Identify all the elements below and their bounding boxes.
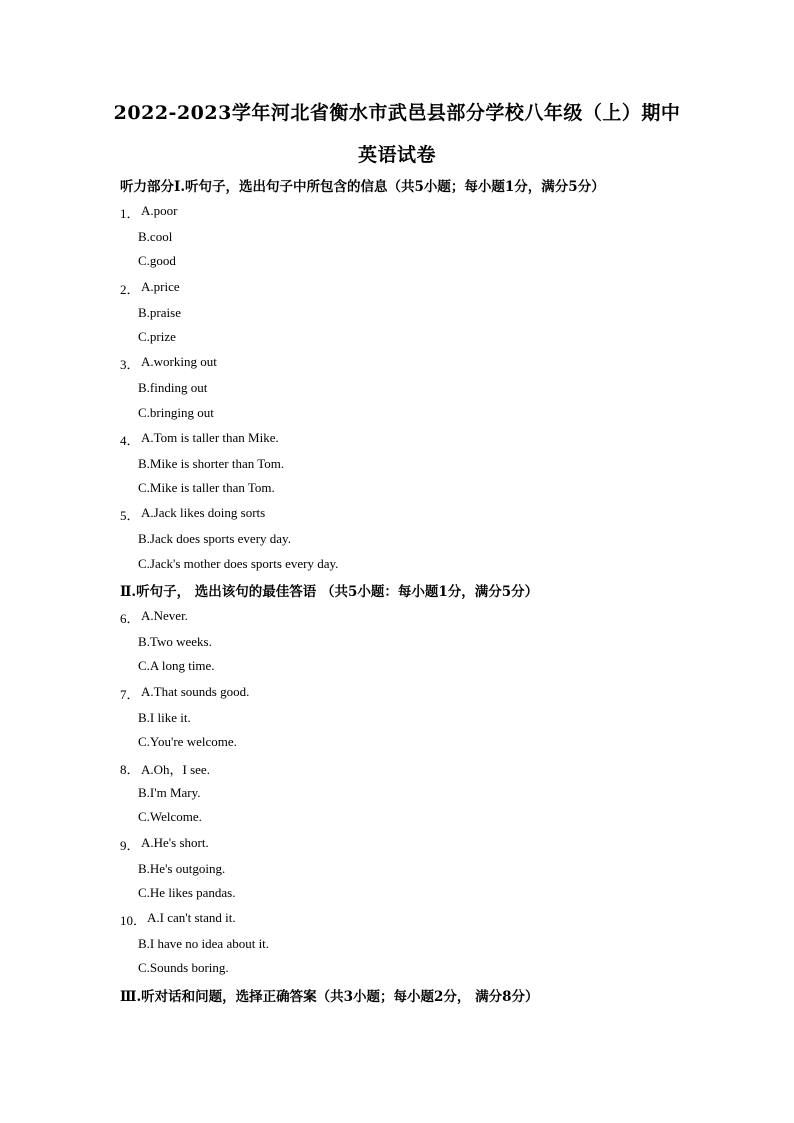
question-10-option-c: C.Sounds boring.: [138, 960, 229, 975]
page-title-line1: 2022-2023学年河北省衡水市武邑县部分学校八年级（上）期中: [113, 102, 681, 124]
question-1-number: 1．: [120, 206, 140, 221]
question-6-option-b: B.Two weeks.: [138, 634, 212, 649]
question-3-option-c: C.bringing out: [138, 405, 214, 420]
question-4-option-c: C.Mike is taller than Tom.: [138, 480, 275, 495]
question-5-option-a: A.Jack likes doing sorts: [141, 505, 266, 520]
question-10-option-b: B.I have no idea about it.: [138, 936, 270, 951]
question-8-number: 8．: [120, 762, 140, 777]
question-2-option-c: C.prize: [138, 329, 176, 344]
question-9-option-b: B.He's outgoing.: [138, 861, 226, 876]
page-title-line2: 英语试卷: [357, 144, 436, 166]
question-7-option-b: B.I like it.: [138, 710, 191, 725]
question-1-option-a: A.poor: [141, 203, 178, 218]
question-6-option-a: A.Never.: [141, 608, 188, 623]
question-2-option-a: A.price: [141, 279, 180, 294]
section-heading-1: 听力部分Ⅰ.听句子，选出句子中所包含的信息（共5小题；每小题1分，满分5分）: [120, 179, 605, 195]
question-7-option-c: C.You're welcome.: [138, 734, 237, 749]
section-heading-2: Ⅱ.听句子， 选出该句的最佳答语 （共5小题：每小题1分，满分5分）: [120, 584, 539, 600]
question-9-option-a: A.He's short.: [141, 835, 209, 850]
question-6-option-c: C.A long time.: [138, 658, 215, 673]
question-9-number: 9．: [120, 838, 140, 853]
question-3-number: 3．: [120, 357, 140, 372]
question-1-option-c: C.good: [138, 253, 176, 268]
question-8-option-b: B.I'm Mary.: [138, 785, 201, 800]
question-3-option-b: B.finding out: [138, 380, 208, 395]
question-10-number: 10．: [120, 913, 147, 928]
question-5-number: 5．: [120, 508, 140, 523]
question-8-option-c: C.Welcome.: [138, 809, 202, 824]
question-3-option-a: A.working out: [141, 354, 217, 369]
question-2-number: 2．: [120, 282, 140, 297]
question-5-option-c: C.Jack's mother does sports every day.: [138, 556, 339, 571]
question-6-number: 6．: [120, 611, 140, 626]
question-7-number: 7．: [120, 687, 140, 702]
question-7-option-a: A.That sounds good.: [141, 684, 250, 699]
question-1-option-b: B.cool: [138, 229, 173, 244]
question-5-option-b: B.Jack does sports every day.: [138, 531, 291, 546]
question-8-option-a: A.Oh，I see.: [141, 762, 210, 777]
question-10-option-a: A.I can't stand it.: [147, 910, 236, 925]
question-4-option-a: A.Tom is taller than Mike.: [141, 430, 279, 445]
question-4-option-b: B.Mike is shorter than Tom.: [138, 456, 285, 471]
section-heading-3: Ⅲ.听对话和问题，选择正确答案（共3小题；每小题2分， 满分8分）: [120, 989, 539, 1005]
question-9-option-c: C.He likes pandas.: [138, 885, 236, 900]
question-2-option-b: B.praise: [138, 305, 181, 320]
question-4-number: 4．: [120, 433, 140, 448]
